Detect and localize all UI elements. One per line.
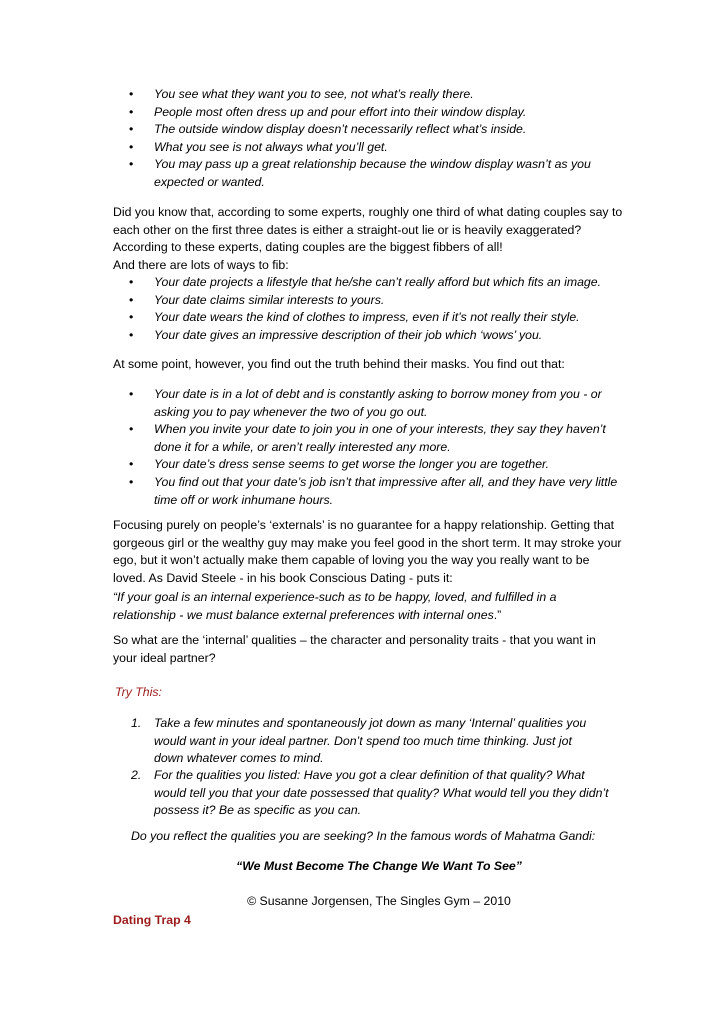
fib-intro-paragraph: Did you know that, according to some experts, roughly one third of what dating couples say to each other on the first three dates is either a straight-out lie or is heavily exaggerated? According to these experts, dating couples are the biggest fibbers of all! And there are lots of ways to fib:: [113, 205, 623, 272]
list-item: • Your date is in a lot of debt and is constantly asking to borrow money from you - or asking you to pay whenever the two of you go out.: [129, 387, 602, 419]
bullet-icon: •: [129, 387, 134, 401]
bullet-icon: •: [129, 275, 134, 289]
list-item: • You find out that your date’s job isn’t that impressive after all, and they have very little time off or work inhumane hours.: [129, 474, 618, 507]
bullet-icon: •: [129, 87, 134, 101]
copyright: © Susanne Jorgensen, The Singles Gym – 2010: [247, 894, 511, 908]
list-item: • When you invite your date to join you in one of your interests, they say they haven’t done it for a while, or aren’t really interested any more.: [129, 422, 606, 454]
list-item: • You may pass up a great relationship because the window display wasn’t as you expected or wanted.: [129, 157, 591, 189]
step-text: Take a few minutes and spontaneously jot down as many ‘Internal’ qualities you would want in your ideal partner. Don’t spend too much time thinking. Just jot down whatever comes to mind.: [154, 716, 587, 766]
internal-qualities-paragraph: So what are the ‘internal’ qualities – the character and personality traits - that you want in your ideal partner?: [113, 633, 596, 665]
fib-ways-list: [0, 274, 728, 344]
steele-quote: “If your goal is an internal experience-such as to be happy, loved, and fulfilled in a relationship - we must balance external preferences with internal ones.”: [113, 590, 557, 622]
bullet-icon: •: [129, 474, 134, 489]
truth-intro-paragraph: At some point, however, you find out the truth behind their masks. You find out that:: [113, 357, 565, 371]
list-item: • Your date’s dress sense seems to get worse the longer you are together.: [0, 456, 634, 474]
bullet-icon: •: [129, 327, 134, 342]
list-item: • Your date wears the kind of clothes to impress, even if it’s not really their style.: [0, 309, 634, 327]
gandhi-quote: “We Must Become The Change We Want To See”: [236, 859, 522, 873]
bullet-icon: •: [129, 104, 134, 119]
truth-list: [0, 386, 728, 509]
externals-paragraph: Focusing purely on people’s ‘externals’ is no guarantee for a happy relationship. Getting that gorgeous girl or the wealthy guy may make you feel good in the short term. It may stroke your ego, but it won’t actually make them capable of loving you the way you really want to be loved. As David Steele - in his book Conscious Dating - puts it:: [113, 518, 622, 585]
step-number: 1.: [131, 716, 142, 730]
step-text: For the qualities you listed: Have you got a clear definition of that quality? What would tell you that your date possessed that quality? What would tell you they didn’t possess it? Be as specific as you can.: [154, 768, 609, 818]
next-section-heading: Dating Trap 4: [113, 913, 191, 927]
bullet-icon: •: [129, 122, 134, 137]
list-item: • Your date gives an impressive description of their job which ‘wows’ you.: [0, 327, 634, 345]
list-item: • Your date projects a lifestyle that he/she can’t really afford but which fits an image.: [0, 274, 634, 292]
window-display-list: [0, 86, 728, 192]
bullet-icon: •: [129, 157, 134, 172]
bullet-icon: •: [129, 292, 134, 307]
bullet-icon: •: [129, 422, 134, 437]
list-item: • You see what they want you to see, not what’s really there.: [0, 86, 634, 104]
list-item: • Your date claims similar interests to yours.: [0, 292, 634, 310]
step-number: 2.: [131, 768, 142, 782]
bullet-icon: •: [129, 457, 134, 472]
list-item: • The outside window display doesn’t necessarily reflect what’s inside.: [0, 121, 634, 139]
reflect-line: Do you reflect the qualities you are seeking? In the famous words of Mahatma Gandi:: [131, 829, 596, 843]
bullet-icon: •: [129, 139, 134, 154]
list-item: • People most often dress up and pour effort into their window display.: [0, 104, 634, 122]
list-item: • What you see is not always what you’ll get.: [0, 139, 634, 157]
bullet-icon: •: [129, 310, 134, 325]
try-this-heading: Try This:: [115, 685, 162, 699]
